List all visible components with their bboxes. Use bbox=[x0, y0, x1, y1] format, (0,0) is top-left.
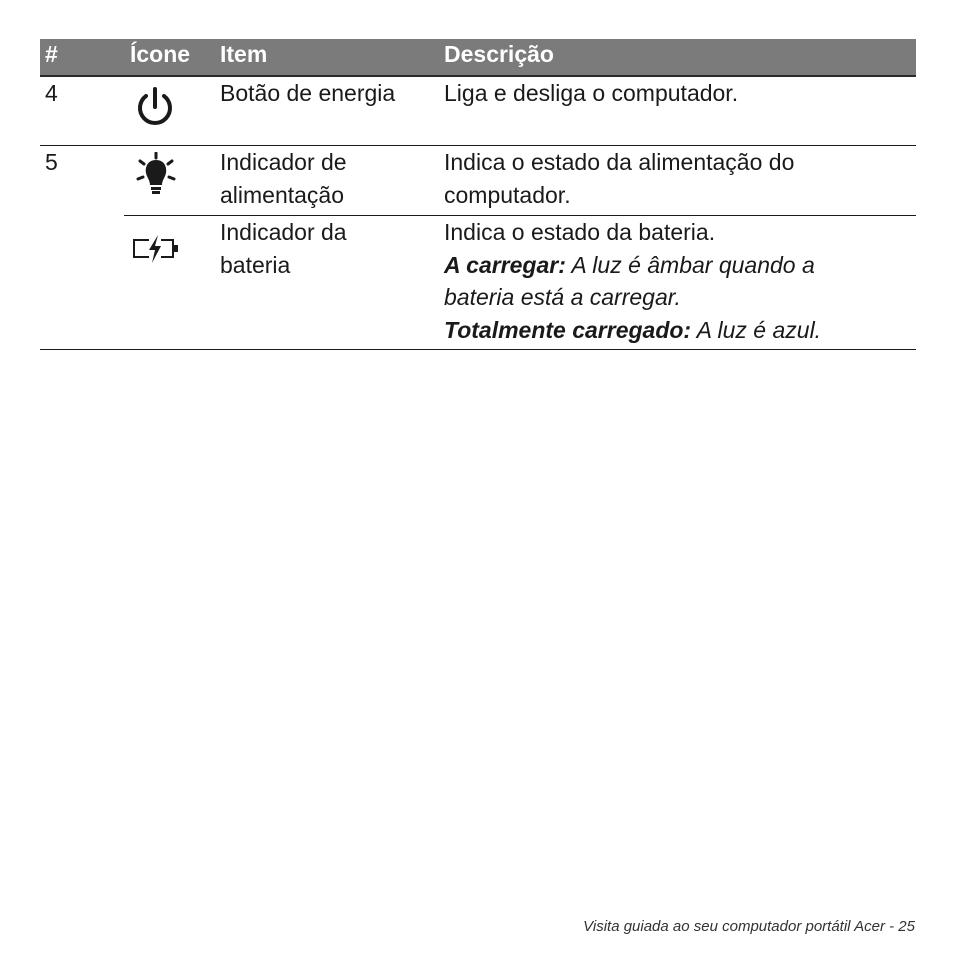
charging-label: A carregar: bbox=[444, 251, 566, 278]
header-number: # bbox=[45, 41, 58, 67]
item-power-indicator: Indicador de alimentação bbox=[220, 149, 347, 208]
power-icon bbox=[134, 85, 176, 129]
header-icon: Ícone bbox=[130, 41, 191, 67]
item-power-button: Botão de energia bbox=[220, 80, 396, 106]
table-row bbox=[40, 77, 916, 146]
description-battery-indicator: Indica o estado da bateria. A carregar: A luz é âmbar quando a bateria está a carregar. Totalmente carregado: A luz é azul. bbox=[444, 216, 821, 346]
item-battery-indicator: Indicador da bateria bbox=[220, 219, 347, 278]
full-state-line: Totalmente carregado: A luz é azul. bbox=[444, 316, 822, 343]
component-table bbox=[40, 39, 916, 350]
light-bulb-icon bbox=[134, 152, 178, 196]
full-label: Totalmente carregado: bbox=[444, 316, 692, 343]
battery-charging-icon bbox=[132, 232, 180, 266]
charging-state-line: A carregar: A luz é âmbar quando a bbox=[444, 251, 815, 278]
table-header bbox=[40, 39, 916, 77]
description-power-indicator: Indica o estado da alimentação do computador. bbox=[444, 149, 795, 208]
description-power-button: Liga e desliga o computador. bbox=[444, 80, 739, 106]
row-number: 4 bbox=[45, 80, 58, 106]
header-description: Descrição bbox=[444, 41, 554, 67]
row-number: 5 bbox=[45, 149, 58, 175]
table-row bbox=[40, 146, 916, 350]
page-footer: Visita guiada ao seu computador portátil Acer - 25 bbox=[583, 918, 915, 935]
header-item: Item bbox=[220, 41, 268, 67]
